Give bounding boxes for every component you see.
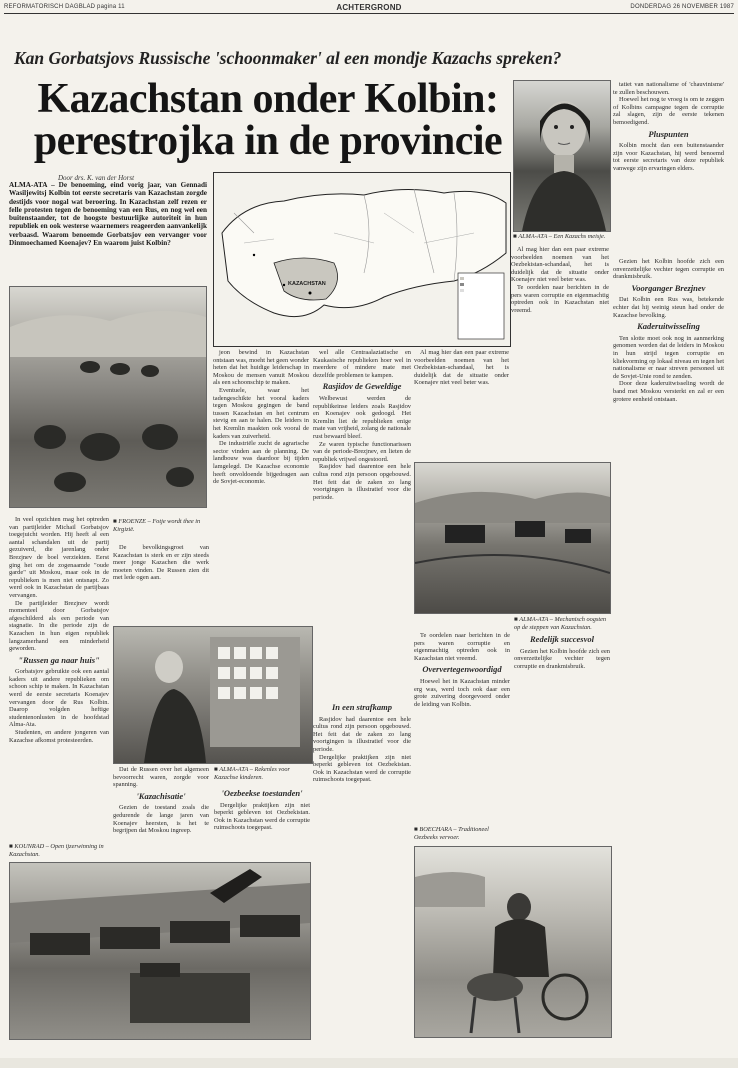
subhead-russen-ga-naar-huis: "Russen ga naar huis" (18, 654, 100, 665)
column-b2-bottom: 'Oezbeekse toestanden' Dergelijke praktijken zijn niet beperkt gebleven tot Oezbekistan. Ook in Kazachstan werd de corruptie ruimschoots toegepast. (214, 788, 310, 832)
subhead-pluspunten: Pluspunten (648, 128, 689, 139)
photo-alma-ata-field (414, 462, 611, 614)
subhead-voorganger: Voorganger Brezjnev (631, 282, 706, 293)
portrait-caption: ■ ALMA-ATA – Een Kazachs meisje. (513, 233, 606, 240)
header-date: DONDERDAG 26 NOVEMBER 1987 (630, 4, 734, 10)
headline (28, 78, 508, 162)
classroom-caption: ■ ALMA-ATA – Rekenles voor Kazachse kinderen. (214, 766, 290, 781)
photo-froenze (9, 286, 207, 508)
photo-froenze-image (10, 287, 206, 507)
column-b: jeon bewind in Kazachstan ontstaan was, moeht het geen wonder heten dat het huidige leiderschap in Moskou de mensen vanuit Moskou als een schoonschip te maken. Eventuele, waar het tadengeschikte het vooral kaders tegen Moskou gegingen de band tussen Kazachstan en het centrum stevig en aan te halen. De leiders in het Kremlin maakten ook vooral de kaders van zuiverheid. De industriële zucht de agrarische sector vinden aan de planning. De landbouw was daardoor bij tijden lamgelegd. De Kazachse economie heeft onvoldoende bijgedragen aan de Sovjet-economie. (213, 349, 309, 486)
subhead-oververtegenwoordigd: Oververtegenwoordigd (422, 664, 502, 675)
headline-line-2: perestrojka in de provincie (33, 118, 503, 164)
froenze-caption: ■ FROENZE – Fotje wordt thee in Kirgizië. (113, 518, 201, 533)
column-right-mid: Al mag hier dan een paar extreme voorbeelden noemen van het Oezbekistan-schandaal, het is duidelijk dat de situatie onder Koenajev niet veel beter was. Te oordelen naar berichten in de pers waren corruptie en eigenmachtig optreden ook in Kazachstan niet vreemd. (511, 246, 609, 314)
column-d2: Te oordelen naar berichten in de pers waren corruptie en eigenmachtig optreden ook in Kazachstan niet vreemd. Oververtegenwoordigd Hoewel het in Kazachstan minder erg was, werd toch ook daar een grote zuivering doorgevoerd onder de leiding van Kolbin. (414, 632, 510, 708)
headline-line-1: Kazachstan onder Kolbin: (37, 76, 499, 122)
header-section: ACHTERGROND (336, 3, 402, 12)
kicker: Kan Gorbatsjovs Russische 'schoonmaker' al een mondje Kazachs spreken? (14, 48, 562, 68)
subhead-kaderuitwisseling: Kaderuitwisseling (637, 321, 700, 332)
subhead-rasjidov: Rasjidov de Geweldige (322, 381, 402, 392)
column-c: wel alle Centraalaziatische en Kaukasische republieken hoer wel in meerdere of mindere mate met dezelfde problemen te kampen. Rasjidov de Geweldige Welbewust werden de republikeinse leiders zoals Rasjidov en Koenajev ook gedoogd. Het Kremlin liet de republieken enige mate van vrijheid, zolang de nationale rust bewaard bleef. Ze waren typische functionarissen van de periode-Brezjnev, en lieten de republiek vrijwel ongestoord. Rasjidov had daarentoe een hele cultus rond zijn persoon opgebouwd. Het feit dat de zaken zo lang voortgingen is illustratief voor die periode. (313, 349, 411, 501)
field-caption: ■ ALMA-ATA – Mechanisch oogsten op de steppen van Kazachstan. (514, 616, 607, 631)
koenrad-caption: ■ KOUNRAD – Open ijzerwinning in Kazachstan. (9, 843, 104, 858)
column-c2: In een strafkamp Rasjidov had daarentoe een hele cultus rond zijn persoon opgebouwd. Het feit dat de zaken zo lang voortgingen is illustratief voor die periode. Dergelijke praktijken zijn niet beperkt gebleven tot Oezbekistan. Ook in Kazachstan werd de corruptie ruimschoots toegepast. (313, 702, 411, 784)
portrait-image (514, 81, 610, 231)
column-d3: Redelijk succesvol Gezien het Kolbin hoofde zich een onverzettelijke vechter tegen corruptie en drankmisbruik. (514, 634, 610, 670)
ussr-map (213, 172, 511, 347)
column-d: Al mag hier dan een paar extreme voorbeelden noemen van het Oezbekistan-schandaal, het is duidelijk dat de situatie onder Koenajev niet veel beter was. (414, 349, 509, 387)
subhead-in-een-strafkamp: In een strafkamp (332, 702, 392, 712)
map-graphic (214, 173, 510, 346)
column-right-top: tatiet van nationalisme of 'chauvinisme' te zullen beschouwen. Hoewel het nog te vroeg is om te zeggen of Kolbins campagne tegen de corruptie zal slagen, zijn de eerste tekenen bemoedigend. Pluspunten Kolbin mocht dan een buitenstaander zijn voor Kazachstan, hij werd benoemd tot eerste secretaris van deze republiek vanwege zijn ervaringen elders. (613, 81, 724, 172)
byline: Door drs. K. van der Horst (58, 174, 135, 182)
column-b-top: De bevolkingsgroei van Kazachstan is sterk en er zijn steeds meer jonge Kazachen die werk moeten vinden. De Russen zien dit met lede ogen aan. (113, 544, 209, 582)
header-newspaper-name: REFORMATORISCH DAGBLAD pagina 11 (4, 4, 125, 10)
photo-alma-ata-classroom (113, 626, 313, 764)
classroom-image (114, 627, 312, 763)
boechara-caption: ■ BOECHARA – Traditioneel Oezbeeks vervoer. (414, 826, 489, 841)
map-label: KAZACHSTAN (288, 281, 326, 287)
page-header (4, 2, 734, 14)
boechara-image (415, 847, 611, 1037)
photo-kounrad (9, 862, 311, 1040)
kounrad-image (10, 863, 310, 1039)
subhead-kazachisatie: 'Kazachisatie' (136, 790, 186, 801)
column-b-bottom: Dat de Russen over het algemeen bevoorrecht waren, zorgde voor spanning. 'Kazachisatie' Gezien de toestand zoals die gedurende de lange jaren van Koenajev heersten, is het te begrijpen dat Moskou ingreep. (113, 766, 209, 835)
portrait-photo (513, 80, 611, 232)
lead-paragraph: ALMA-ATA – De benoeming, eind vorig jaar, van Gennadi Wasiljewitsj Kolbin tot eerste secretaris van Kazachstan zorgde destijds voor nogal wat beroering. In Kazachstan zelf rezen er felle protesten tegen de benoeming van een Rus, en nog wel een buitenstaander, tot de hoogste bestuurlijke autoriteit in hun republiek en ook westerse waarnemers reageerden aanvankelijk verbaasd. Waarom benoemde Gorbatsjov een vervanger voor Dinmoechamed Koenajev? En waarom juist Kolbin? (9, 181, 207, 248)
column-a: In veel opzichten mag het optreden van partijleider Michail Gorbatsjov toegejuicht worden. Hij heeft al een aantal schandalen uit de partij gezuiverd, die jarenlang onder Brezjnev de boel verziekten. Eerst ging het om de zogenaamde "oude garde" uit Moskou, maar ook in de republieken is men niet ontsnapt. Zo werd ook in Kazachstan de partijbaas vervangen. De partijleider Brezjnev wordt momenteel door Gorbatsjov afgeschilderd als een periode van stagnatie. In die periode zijn de Kazachen in hun eigen republiek langzamerhand een minderheid geworden. "Russen ga naar huis" Gorbatsjov gebruikte ook een aantal kaders uit andere republieken om schoon schip te maken. In Kazachstan werd de eerste secretaris Koenajev vervangen door de Rus Kolbin. Daarop volgden heftige studentenonlusten in de hoofdstad Alma-Ata. Studenten, en andere jongeren van Kazachse afkomst protesteerden. (9, 516, 109, 744)
photo-boechara (414, 846, 612, 1038)
subhead-oezbeekse: 'Oezbeekse toestanden' (221, 788, 303, 798)
subhead-redelijk-succesvol: Redelijk succesvol (530, 634, 594, 644)
field-image (415, 463, 610, 613)
page-footer (0, 1058, 738, 1068)
column-right-2: Gezien het Kolbin hoofde zich een onverzettelijke vechter tegen corruptie en drankmisbruik. Voorganger Brezjnev Dat Kolbin een Rus was, betekende echter dat hij weinig steun had onder de Kazachse bevolking. Kaderuitwisseling Ten slotte moet ook nog in aanmerking genomen worden dat de leiders in Moskou in hun strijd tegen corruptie en kliekvorming op lokaal niveau en tegen het nationalisme er naar streven personeel uit de Sovjet-Unie rond te zenden. Door deze kaderuitwisseling wordt de band met Moskou versterkt en zal er een grotere eenheid ontstaan. (613, 258, 724, 403)
